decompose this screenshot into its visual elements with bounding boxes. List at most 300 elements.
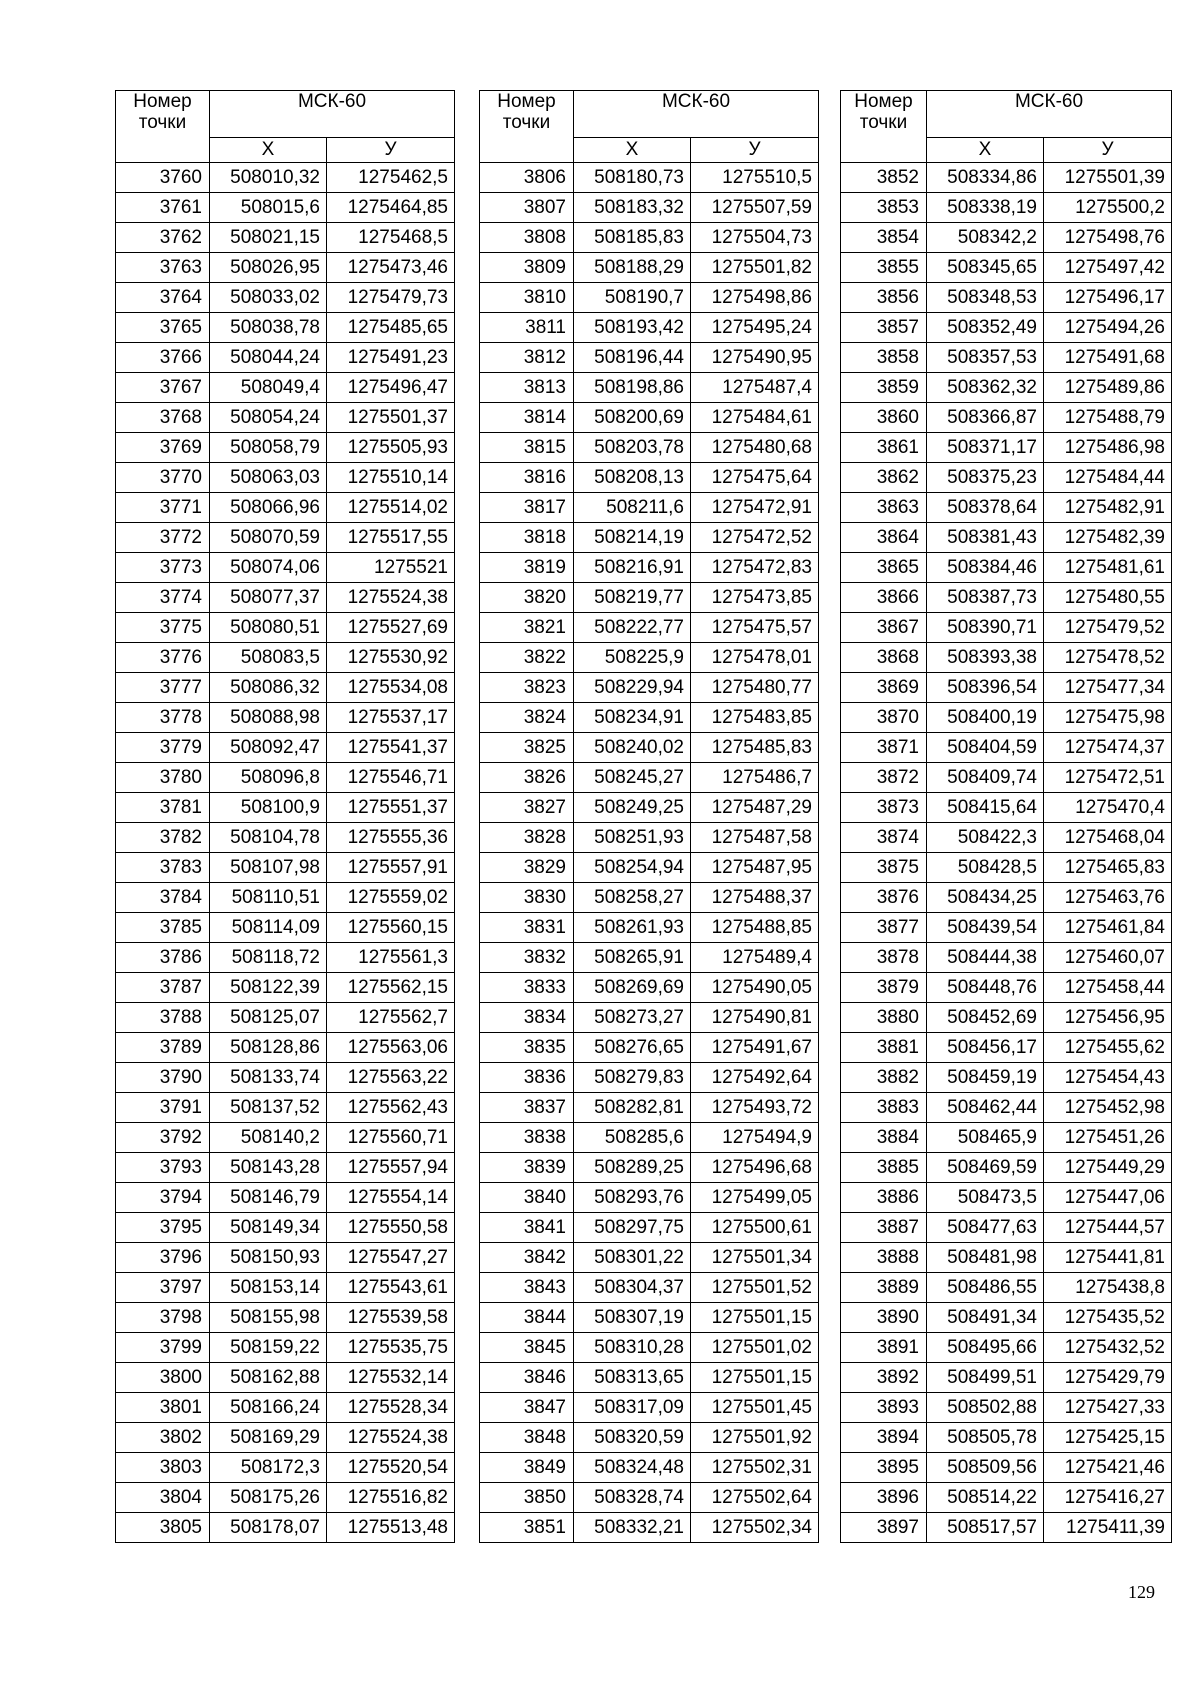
table-row [116, 223, 455, 253]
y-cell: 1275524,38 [327, 1423, 455, 1453]
point-number-cell: 3783 [116, 853, 210, 883]
point-number-cell: 3825 [480, 733, 574, 763]
y-cell: 1275477,34 [1044, 673, 1172, 703]
x-cell: 508439,54 [927, 913, 1044, 943]
x-cell: 508185,83 [574, 223, 691, 253]
y-cell: 1275487,58 [691, 823, 819, 853]
table-row [480, 1033, 819, 1063]
table-row [480, 553, 819, 583]
table-row [116, 823, 455, 853]
point-number-cell: 3836 [480, 1063, 574, 1093]
y-cell: 1275472,52 [691, 523, 819, 553]
x-cell: 508332,21 [574, 1513, 691, 1543]
x-cell: 508159,22 [210, 1333, 327, 1363]
coordinate-system-header: МСК-60 [210, 91, 455, 138]
table-row [480, 1393, 819, 1423]
x-cell: 508245,27 [574, 763, 691, 793]
table-row [480, 343, 819, 373]
table-row [480, 523, 819, 553]
x-cell: 508150,93 [210, 1243, 327, 1273]
table-row [841, 1123, 1172, 1153]
x-cell: 508324,48 [574, 1453, 691, 1483]
y-cell: 1275501,34 [691, 1243, 819, 1273]
point-number-cell: 3807 [480, 193, 574, 223]
y-cell: 1275484,44 [1044, 463, 1172, 493]
table-row [116, 1153, 455, 1183]
y-cell: 1275425,15 [1044, 1423, 1172, 1453]
x-cell: 508153,14 [210, 1273, 327, 1303]
point-number-cell: 3800 [116, 1363, 210, 1393]
y-cell: 1275474,37 [1044, 733, 1172, 763]
y-cell: 1275452,98 [1044, 1093, 1172, 1123]
point-number-cell: 3774 [116, 583, 210, 613]
point-number-cell: 3819 [480, 553, 574, 583]
y-cell: 1275524,38 [327, 583, 455, 613]
x-cell: 508155,98 [210, 1303, 327, 1333]
x-cell: 508058,79 [210, 433, 327, 463]
y-cell: 1275520,54 [327, 1453, 455, 1483]
point-number-cell: 3816 [480, 463, 574, 493]
table-row [480, 673, 819, 703]
table-row [116, 1333, 455, 1363]
x-cell: 508345,65 [927, 253, 1044, 283]
y-cell: 1275541,37 [327, 733, 455, 763]
y-cell: 1275501,45 [691, 1393, 819, 1423]
x-cell: 508502,88 [927, 1393, 1044, 1423]
point-number-cell: 3891 [841, 1333, 927, 1363]
point-number-cell: 3861 [841, 433, 927, 463]
table-row [841, 553, 1172, 583]
y-header: У [327, 138, 455, 163]
y-cell: 1275535,75 [327, 1333, 455, 1363]
x-cell: 508225,9 [574, 643, 691, 673]
table-row [480, 1153, 819, 1183]
x-cell: 508026,95 [210, 253, 327, 283]
y-cell: 1275496,17 [1044, 283, 1172, 313]
point-number-cell: 3798 [116, 1303, 210, 1333]
y-cell: 1275501,52 [691, 1273, 819, 1303]
x-cell: 508273,27 [574, 1003, 691, 1033]
point-number-cell: 3803 [116, 1453, 210, 1483]
point-number-cell: 3841 [480, 1213, 574, 1243]
x-cell: 508338,19 [927, 193, 1044, 223]
table-row [480, 1093, 819, 1123]
point-number-cell: 3815 [480, 433, 574, 463]
y-cell: 1275479,52 [1044, 613, 1172, 643]
point-number-cell: 3860 [841, 403, 927, 433]
y-cell: 1275498,86 [691, 283, 819, 313]
y-cell: 1275491,68 [1044, 343, 1172, 373]
table-row [841, 943, 1172, 973]
y-cell: 1275513,48 [327, 1513, 455, 1543]
table-row [841, 1423, 1172, 1453]
y-header: У [1044, 138, 1172, 163]
y-cell: 1275502,64 [691, 1483, 819, 1513]
point-number-cell: 3853 [841, 193, 927, 223]
y-cell: 1275478,01 [691, 643, 819, 673]
table-row [116, 493, 455, 523]
x-cell: 508378,64 [927, 493, 1044, 523]
point-number-cell: 3764 [116, 283, 210, 313]
y-cell: 1275484,61 [691, 403, 819, 433]
point-number-cell: 3881 [841, 1033, 927, 1063]
table-row [116, 1453, 455, 1483]
x-cell: 508320,59 [574, 1423, 691, 1453]
y-cell: 1275482,91 [1044, 493, 1172, 523]
x-cell: 508514,22 [927, 1483, 1044, 1513]
point-number-cell: 3872 [841, 763, 927, 793]
table-row [841, 193, 1172, 223]
point-number-cell: 3864 [841, 523, 927, 553]
table-row [841, 1183, 1172, 1213]
x-cell: 508317,09 [574, 1393, 691, 1423]
point-number-cell: 3832 [480, 943, 574, 973]
y-cell: 1275502,31 [691, 1453, 819, 1483]
point-number-cell: 3765 [116, 313, 210, 343]
y-cell: 1275492,64 [691, 1063, 819, 1093]
x-cell: 508092,47 [210, 733, 327, 763]
point-number-cell: 3830 [480, 883, 574, 913]
point-number-cell: 3768 [116, 403, 210, 433]
table-row [480, 973, 819, 1003]
x-cell: 508208,13 [574, 463, 691, 493]
table-row [480, 493, 819, 523]
point-number-cell: 3763 [116, 253, 210, 283]
y-cell: 1275488,79 [1044, 403, 1172, 433]
table-row [841, 1363, 1172, 1393]
table-body [480, 163, 819, 1543]
y-cell: 1275458,44 [1044, 973, 1172, 1003]
x-cell: 508169,29 [210, 1423, 327, 1453]
x-cell: 508307,19 [574, 1303, 691, 1333]
x-cell: 508396,54 [927, 673, 1044, 703]
point-number-cell: 3874 [841, 823, 927, 853]
table-row [841, 763, 1172, 793]
x-cell: 508491,34 [927, 1303, 1044, 1333]
point-number-cell: 3778 [116, 703, 210, 733]
point-number-cell: 3770 [116, 463, 210, 493]
y-cell: 1275491,67 [691, 1033, 819, 1063]
y-cell: 1275475,64 [691, 463, 819, 493]
table-row [841, 1393, 1172, 1423]
y-cell: 1275481,61 [1044, 553, 1172, 583]
point-number-cell: 3808 [480, 223, 574, 253]
x-cell: 508066,96 [210, 493, 327, 523]
y-cell: 1275562,15 [327, 973, 455, 1003]
y-cell: 1275416,27 [1044, 1483, 1172, 1513]
y-cell: 1275429,79 [1044, 1363, 1172, 1393]
y-cell: 1275563,22 [327, 1063, 455, 1093]
point-number-cell: 3890 [841, 1303, 927, 1333]
table-row [116, 1393, 455, 1423]
point-number-cell: 3854 [841, 223, 927, 253]
point-number-cell: 3856 [841, 283, 927, 313]
point-number-cell: 3773 [116, 553, 210, 583]
x-cell: 508517,57 [927, 1513, 1044, 1543]
table-row [841, 1483, 1172, 1513]
y-cell: 1275557,91 [327, 853, 455, 883]
x-cell: 508033,02 [210, 283, 327, 313]
y-cell: 1275560,15 [327, 913, 455, 943]
table-row [841, 673, 1172, 703]
point-number-cell: 3792 [116, 1123, 210, 1153]
x-cell: 508422,3 [927, 823, 1044, 853]
x-cell: 508172,3 [210, 1453, 327, 1483]
table-row [116, 733, 455, 763]
point-number-cell: 3873 [841, 793, 927, 823]
table-row [841, 1213, 1172, 1243]
table-row [841, 1033, 1172, 1063]
y-cell: 1275475,57 [691, 613, 819, 643]
table-row [480, 643, 819, 673]
table-row [116, 703, 455, 733]
y-cell: 1275479,73 [327, 283, 455, 313]
point-number-cell: 3801 [116, 1393, 210, 1423]
point-number-cell: 3863 [841, 493, 927, 523]
point-number-cell: 3772 [116, 523, 210, 553]
table-row [116, 343, 455, 373]
x-cell: 508188,29 [574, 253, 691, 283]
table-row [480, 433, 819, 463]
table-row [841, 433, 1172, 463]
y-cell: 1275521 [327, 553, 455, 583]
y-cell: 1275455,62 [1044, 1033, 1172, 1063]
table-row [116, 163, 455, 193]
point-number-cell: 3884 [841, 1123, 927, 1153]
x-cell: 508428,5 [927, 853, 1044, 883]
y-cell: 1275501,15 [691, 1363, 819, 1393]
point-number-cell: 3771 [116, 493, 210, 523]
y-cell: 1275488,85 [691, 913, 819, 943]
x-cell: 508021,15 [210, 223, 327, 253]
y-cell: 1275486,7 [691, 763, 819, 793]
x-cell: 508276,65 [574, 1033, 691, 1063]
y-cell: 1275435,52 [1044, 1303, 1172, 1333]
y-cell: 1275490,95 [691, 343, 819, 373]
y-cell: 1275507,59 [691, 193, 819, 223]
coordinate-system-header: МСК-60 [574, 91, 819, 138]
x-cell: 508010,32 [210, 163, 327, 193]
point-number-cell: 3885 [841, 1153, 927, 1183]
table-row [480, 283, 819, 313]
x-cell: 508077,37 [210, 583, 327, 613]
y-cell: 1275461,84 [1044, 913, 1172, 943]
x-cell: 508196,44 [574, 343, 691, 373]
point-number-cell: 3846 [480, 1363, 574, 1393]
point-number-cell: 3766 [116, 343, 210, 373]
table-row [480, 1453, 819, 1483]
table-row [841, 1273, 1172, 1303]
table-row [116, 1243, 455, 1273]
point-number-cell: 3804 [116, 1483, 210, 1513]
table-row [116, 613, 455, 643]
y-cell: 1275490,05 [691, 973, 819, 1003]
table-row [480, 1213, 819, 1243]
y-cell: 1275530,92 [327, 643, 455, 673]
point-number-cell: 3837 [480, 1093, 574, 1123]
x-cell: 508357,53 [927, 343, 1044, 373]
table-row [116, 1033, 455, 1063]
page-number: 129 [1128, 1582, 1155, 1602]
x-cell: 508216,91 [574, 553, 691, 583]
x-cell: 508452,69 [927, 1003, 1044, 1033]
y-cell: 1275487,95 [691, 853, 819, 883]
table-row [116, 1123, 455, 1153]
table-row [116, 1063, 455, 1093]
point-number-cell: 3802 [116, 1423, 210, 1453]
x-cell: 508190,7 [574, 283, 691, 313]
table-row [841, 163, 1172, 193]
table-row [480, 1123, 819, 1153]
point-number-cell: 3855 [841, 253, 927, 283]
y-cell: 1275532,14 [327, 1363, 455, 1393]
y-cell: 1275441,81 [1044, 1243, 1172, 1273]
y-cell: 1275480,77 [691, 673, 819, 703]
point-number-cell: 3780 [116, 763, 210, 793]
x-cell: 508198,86 [574, 373, 691, 403]
point-number-cell: 3794 [116, 1183, 210, 1213]
y-cell: 1275505,93 [327, 433, 455, 463]
table-row [116, 913, 455, 943]
table-row [480, 1243, 819, 1273]
x-cell: 508214,19 [574, 523, 691, 553]
y-cell: 1275473,46 [327, 253, 455, 283]
x-cell: 508409,74 [927, 763, 1044, 793]
x-cell: 508044,24 [210, 343, 327, 373]
point-number-cell: 3821 [480, 613, 574, 643]
table-row [841, 643, 1172, 673]
y-cell: 1275462,5 [327, 163, 455, 193]
point-number-cell: 3870 [841, 703, 927, 733]
y-cell: 1275510,14 [327, 463, 455, 493]
table-row [116, 793, 455, 823]
x-cell: 508328,74 [574, 1483, 691, 1513]
table-row [841, 823, 1172, 853]
point-number-cell: 3824 [480, 703, 574, 733]
x-cell: 508505,78 [927, 1423, 1044, 1453]
y-cell: 1275485,65 [327, 313, 455, 343]
x-cell: 508088,98 [210, 703, 327, 733]
x-cell: 508269,69 [574, 973, 691, 1003]
point-number-cell: 3888 [841, 1243, 927, 1273]
point-number-cell: 3850 [480, 1483, 574, 1513]
x-cell: 508096,8 [210, 763, 327, 793]
x-cell: 508342,2 [927, 223, 1044, 253]
y-cell: 1275486,98 [1044, 433, 1172, 463]
x-cell: 508473,5 [927, 1183, 1044, 1213]
point-number-cell: 3785 [116, 913, 210, 943]
point-number-cell: 3787 [116, 973, 210, 1003]
table-row [480, 853, 819, 883]
table-row [116, 583, 455, 613]
point-number-cell: 3844 [480, 1303, 574, 1333]
y-cell: 1275514,02 [327, 493, 455, 523]
point-number-cell: 3805 [116, 1513, 210, 1543]
y-cell: 1275444,57 [1044, 1213, 1172, 1243]
table-row [480, 1063, 819, 1093]
table-row [480, 1303, 819, 1333]
y-cell: 1275421,46 [1044, 1453, 1172, 1483]
x-cell: 508222,77 [574, 613, 691, 643]
y-cell: 1275472,91 [691, 493, 819, 523]
y-cell: 1275494,26 [1044, 313, 1172, 343]
table-row [480, 913, 819, 943]
x-cell: 508133,74 [210, 1063, 327, 1093]
table-row [841, 313, 1172, 343]
point-number-cell: 3796 [116, 1243, 210, 1273]
table-row [116, 673, 455, 703]
table-row [116, 1513, 455, 1543]
x-cell: 508465,9 [927, 1123, 1044, 1153]
point-number-cell: 3867 [841, 613, 927, 643]
y-cell: 1275562,43 [327, 1093, 455, 1123]
x-cell: 508486,55 [927, 1273, 1044, 1303]
table-row [116, 313, 455, 343]
x-header: Х [574, 138, 691, 163]
point-number-cell: 3883 [841, 1093, 927, 1123]
point-number-cell: 3790 [116, 1063, 210, 1093]
y-cell: 1275480,68 [691, 433, 819, 463]
table-row [116, 1093, 455, 1123]
x-cell: 508080,51 [210, 613, 327, 643]
point-number-cell: 3781 [116, 793, 210, 823]
table-row [841, 583, 1172, 613]
y-cell: 1275516,82 [327, 1483, 455, 1513]
y-cell: 1275438,8 [1044, 1273, 1172, 1303]
table-row [841, 973, 1172, 1003]
point-number-cell: 3826 [480, 763, 574, 793]
y-cell: 1275546,71 [327, 763, 455, 793]
point-number-cell: 3865 [841, 553, 927, 583]
x-cell: 508469,59 [927, 1153, 1044, 1183]
y-cell: 1275500,2 [1044, 193, 1172, 223]
point-number-cell: 3767 [116, 373, 210, 403]
y-cell: 1275534,08 [327, 673, 455, 703]
point-number-cell: 3852 [841, 163, 927, 193]
x-cell: 508143,28 [210, 1153, 327, 1183]
table-row [116, 1273, 455, 1303]
point-number-cell: 3851 [480, 1513, 574, 1543]
x-cell: 508100,9 [210, 793, 327, 823]
y-cell: 1275501,02 [691, 1333, 819, 1363]
point-number-cell: 3871 [841, 733, 927, 763]
x-cell: 508054,24 [210, 403, 327, 433]
point-number-cell: 3793 [116, 1153, 210, 1183]
point-number-cell: 3782 [116, 823, 210, 853]
table-row [480, 1483, 819, 1513]
y-cell: 1275472,83 [691, 553, 819, 583]
x-cell: 508448,76 [927, 973, 1044, 1003]
x-cell: 508070,59 [210, 523, 327, 553]
point-number-header: Номер точки [480, 91, 574, 163]
y-cell: 1275502,34 [691, 1513, 819, 1543]
point-number-cell: 3862 [841, 463, 927, 493]
x-cell: 508304,37 [574, 1273, 691, 1303]
table-row [841, 1093, 1172, 1123]
table-row [116, 463, 455, 493]
x-cell: 508083,5 [210, 643, 327, 673]
y-cell: 1275559,02 [327, 883, 455, 913]
point-number-cell: 3762 [116, 223, 210, 253]
table-row [116, 403, 455, 433]
point-number-cell: 3878 [841, 943, 927, 973]
table-row [480, 1333, 819, 1363]
y-cell: 1275464,85 [327, 193, 455, 223]
table-row [841, 1243, 1172, 1273]
y-cell: 1275510,5 [691, 163, 819, 193]
table-row [480, 1423, 819, 1453]
table-row [841, 403, 1172, 433]
